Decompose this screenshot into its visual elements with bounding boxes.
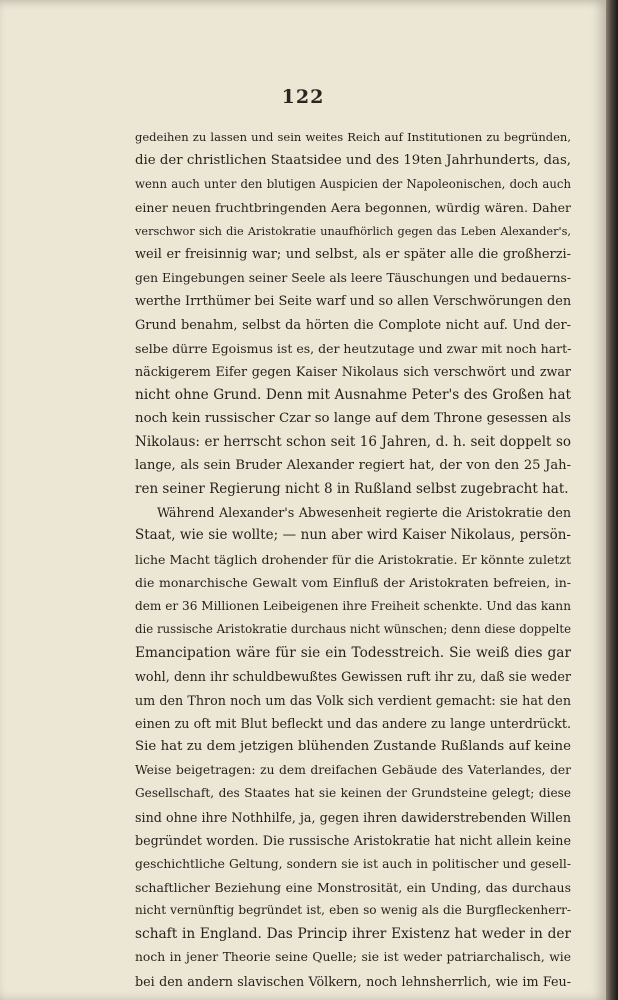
text-line: einer neuen fruchtbringenden Aera begonnen, würdig wären. Daher	[135, 200, 571, 216]
text-line: ren seiner Regierung nicht 8 in Rußland selbst zugebracht hat.	[135, 480, 569, 497]
text-line: schaft in England. Das Princip ihrer Existenz hat weder in der	[135, 925, 571, 942]
text-line: Emancipation wäre für sie ein Todesstreich. Sie weiß dies gar	[135, 644, 571, 661]
text-line: Staat, wie sie wollte; — nun aber wird Kaiser Nikolaus, persön-	[135, 527, 571, 544]
text-line: liche Macht täglich drohender für die Aristokratie. Er könnte zuletzt	[135, 551, 571, 567]
text-line: Nikolaus: er herrscht schon seit 16 Jahren, d. h. seit doppelt so	[135, 433, 571, 450]
text-line: Während Alexander's Abwesenheit regierte die Aristokratie den	[157, 505, 571, 520]
text-line: selbe dürre Egoismus ist es, der heutzutage und zwar mit noch hart-	[135, 340, 571, 356]
text-line: um den Thron noch um das Volk sich verdient gemacht: sie hat den	[135, 692, 571, 708]
text-line: Grund benahm, selbst da hörten die Complote nicht auf. Und der-	[135, 317, 571, 333]
text-line: bei den andern slavischen Völkern, noch lehnsherrlich, wie im Feu-	[135, 973, 571, 989]
text-line: die monarchische Gewalt vom Einfluß der Aristokraten befreien, in-	[135, 575, 571, 591]
text-line: schaftlicher Beziehung eine Monstrosität, ein Unding, das durchaus	[135, 880, 571, 895]
text-line: noch kein russischer Czar so lange auf dem Throne gesessen als	[135, 411, 571, 427]
text-line: wenn auch unter den blutigen Auspicien der Napoleonischen, doch auch	[135, 176, 571, 191]
text-line: dem er 36 Millionen Leibeigenen ihre Freiheit schenkte. Und das kann	[135, 598, 571, 613]
text-line: lange, als sein Bruder Alexander regiert hat, der von den 25 Jah-	[135, 458, 571, 474]
text-line: gedeihen zu lassen und sein weites Reich auf Institutionen zu begründen,	[135, 130, 571, 144]
text-line: wohl, denn ihr schuldbewußtes Gewissen ruft ihr zu, daß sie weder	[135, 669, 571, 685]
page-edge-shadow	[606, 0, 618, 1000]
text-line: Weise beigetragen: zu dem dreifachen Gebäude des Vaterlandes, der	[135, 762, 571, 777]
text-line: näckigerem Eifer gegen Kaiser Nikolaus sich verschwört und zwar	[135, 364, 571, 380]
text-line: sind ohne ihre Nothhilfe, ja, gegen ihren dawiderstrebenden Willen	[135, 809, 571, 825]
text-line: einen zu oft mit Blut befleckt und das andere zu lange unterdrückt.	[135, 715, 571, 731]
text-line: weil er freisinnig war; und selbst, als er später alle die großherzi-	[135, 247, 571, 263]
body-text	[135, 126, 571, 993]
text-line: nicht vernünftig begründet ist, eben so wenig als die Burgfleckenherr-	[135, 903, 571, 918]
text-line: begründet worden. Die russische Aristokratie hat nicht allein keine	[135, 833, 571, 849]
text-line: noch in jener Theorie seine Quelle; sie ist weder patriarchalisch, wie	[135, 950, 571, 965]
text-line: verschwor sich die Aristokratie unaufhörlich gegen das Leben Alexander's,	[135, 224, 571, 238]
text-line: nicht ohne Grund. Denn mit Ausnahme Peter's des Großen hat	[135, 386, 571, 403]
text-line: Sie hat zu dem jetzigen blühenden Zustande Rußlands auf keine	[135, 739, 571, 755]
text-line: gen Eingebungen seiner Seele als leere Täuschungen und bedauerns-	[135, 270, 571, 285]
text-line: werthe Irrthümer bei Seite warf und so allen Verschwörungen den	[135, 294, 571, 310]
text-line: Gesellschaft, des Staates hat sie keinen der Grundsteine gelegt; diese	[135, 786, 571, 801]
text-line: die der christlichen Staatsidee und des 19ten Jahrhunderts, das,	[135, 153, 571, 169]
text-line: die russische Aristokratie durchaus nicht wünschen; denn diese doppelte	[135, 622, 571, 637]
page-number: 122	[281, 86, 325, 108]
text-line: geschichtliche Geltung, sondern sie ist auch in politischer und gesell-	[135, 856, 571, 871]
